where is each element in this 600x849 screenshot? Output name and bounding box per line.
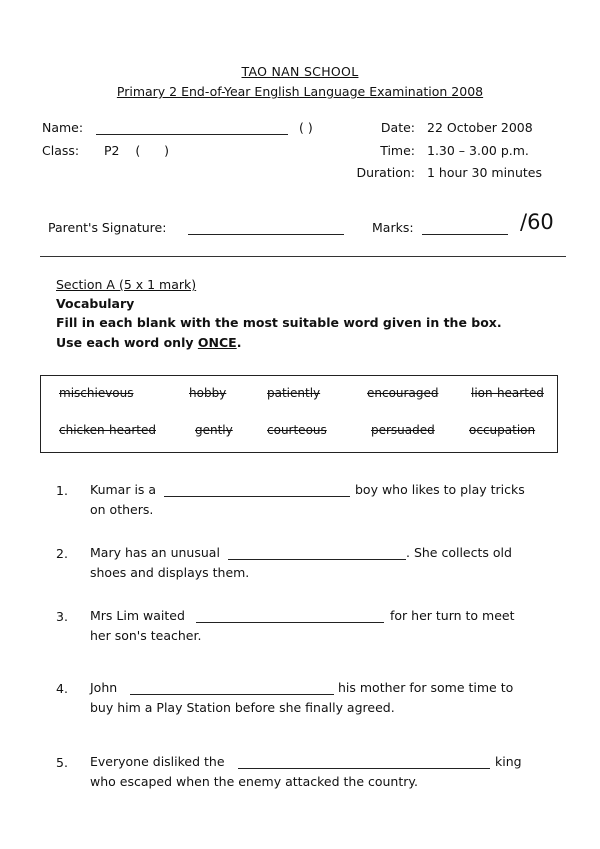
word-mischievous: mischievous [59,386,134,400]
instruction-line-2: Use each word only ONCE. [56,335,242,350]
word-lion-hearted: lion-hearted [471,386,544,400]
marks-label: Marks: [372,220,414,235]
answer-blank[interactable] [238,768,490,769]
duration-label: Duration: [356,165,415,180]
answer-blank[interactable] [130,694,334,695]
question-number: 4. [56,681,68,696]
header-divider [40,256,566,257]
question-number: 1. [56,483,68,498]
answer-blank[interactable] [164,496,350,497]
question-text-end: his mother for some time to [338,680,514,695]
question-text-line-2: on others. [90,502,154,517]
marks-total: /60 [520,210,554,234]
word-encouraged: encouraged [367,386,439,400]
parent-signature-field[interactable] [188,234,344,235]
question-text-start: Everyone disliked the [90,754,225,769]
question-text-end: . She collects old [406,545,512,560]
question-text-line-2: who escaped when the enemy attacked the country. [90,774,418,789]
question-text-start: John [90,680,118,695]
time-value: 1.30 – 3.00 p.m. [427,143,529,158]
word-patiently: patiently [267,386,321,400]
parent-signature-label: Parent's Signature: [48,220,167,235]
time-label: Time: [380,143,415,158]
marks-field[interactable] [422,234,508,235]
question-number: 3. [56,609,68,624]
section-title: Section A (5 x 1 mark) [56,277,197,292]
question-text-start: Kumar is a [90,482,157,497]
word-courteous: courteous [267,423,327,437]
question-number: 5. [56,755,68,770]
exam-title: Primary 2 End-of-Year English Language Examination 2008 [116,84,484,99]
school-name: TAO NAN SCHOOL [241,64,359,79]
question-text-start: Mrs Lim waited [90,608,185,623]
question-text-start: Mary has an unusual [90,545,220,560]
question-text-end: king [495,754,522,769]
name-field[interactable] [96,134,288,135]
question-text-line-2: her son's teacher. [90,628,202,643]
word-gently: gently [195,423,233,437]
instruction-line-1: Fill in each blank with the most suitable word given in the box. [56,315,502,330]
answer-blank[interactable] [228,559,406,560]
question-text-line-2: shoes and displays them. [90,565,250,580]
word-persuaded: persuaded [371,423,435,437]
word-hobby: hobby [189,386,227,400]
word-occupation: occupation [469,423,536,437]
once-emphasis: ONCE [197,335,237,350]
word-box [40,375,558,453]
register-number-field[interactable]: ( ) [299,120,313,135]
answer-blank[interactable] [196,622,384,623]
word-chicken-hearted: chicken-hearted [59,423,156,437]
section-subtitle: Vocabulary [56,296,135,311]
class-value: P2 ( ) [104,143,169,158]
duration-value: 1 hour 30 minutes [427,165,543,180]
name-label: Name: [42,120,84,135]
class-label: Class: [42,143,80,158]
date-value: 22 October 2008 [427,120,533,135]
question-number: 2. [56,546,68,561]
question-text-end: for her turn to meet [390,608,515,623]
question-text-line-2: buy him a Play Station before she finally agreed. [90,700,395,715]
date-label: Date: [380,120,415,135]
question-text-end: boy who likes to play tricks [355,482,525,497]
